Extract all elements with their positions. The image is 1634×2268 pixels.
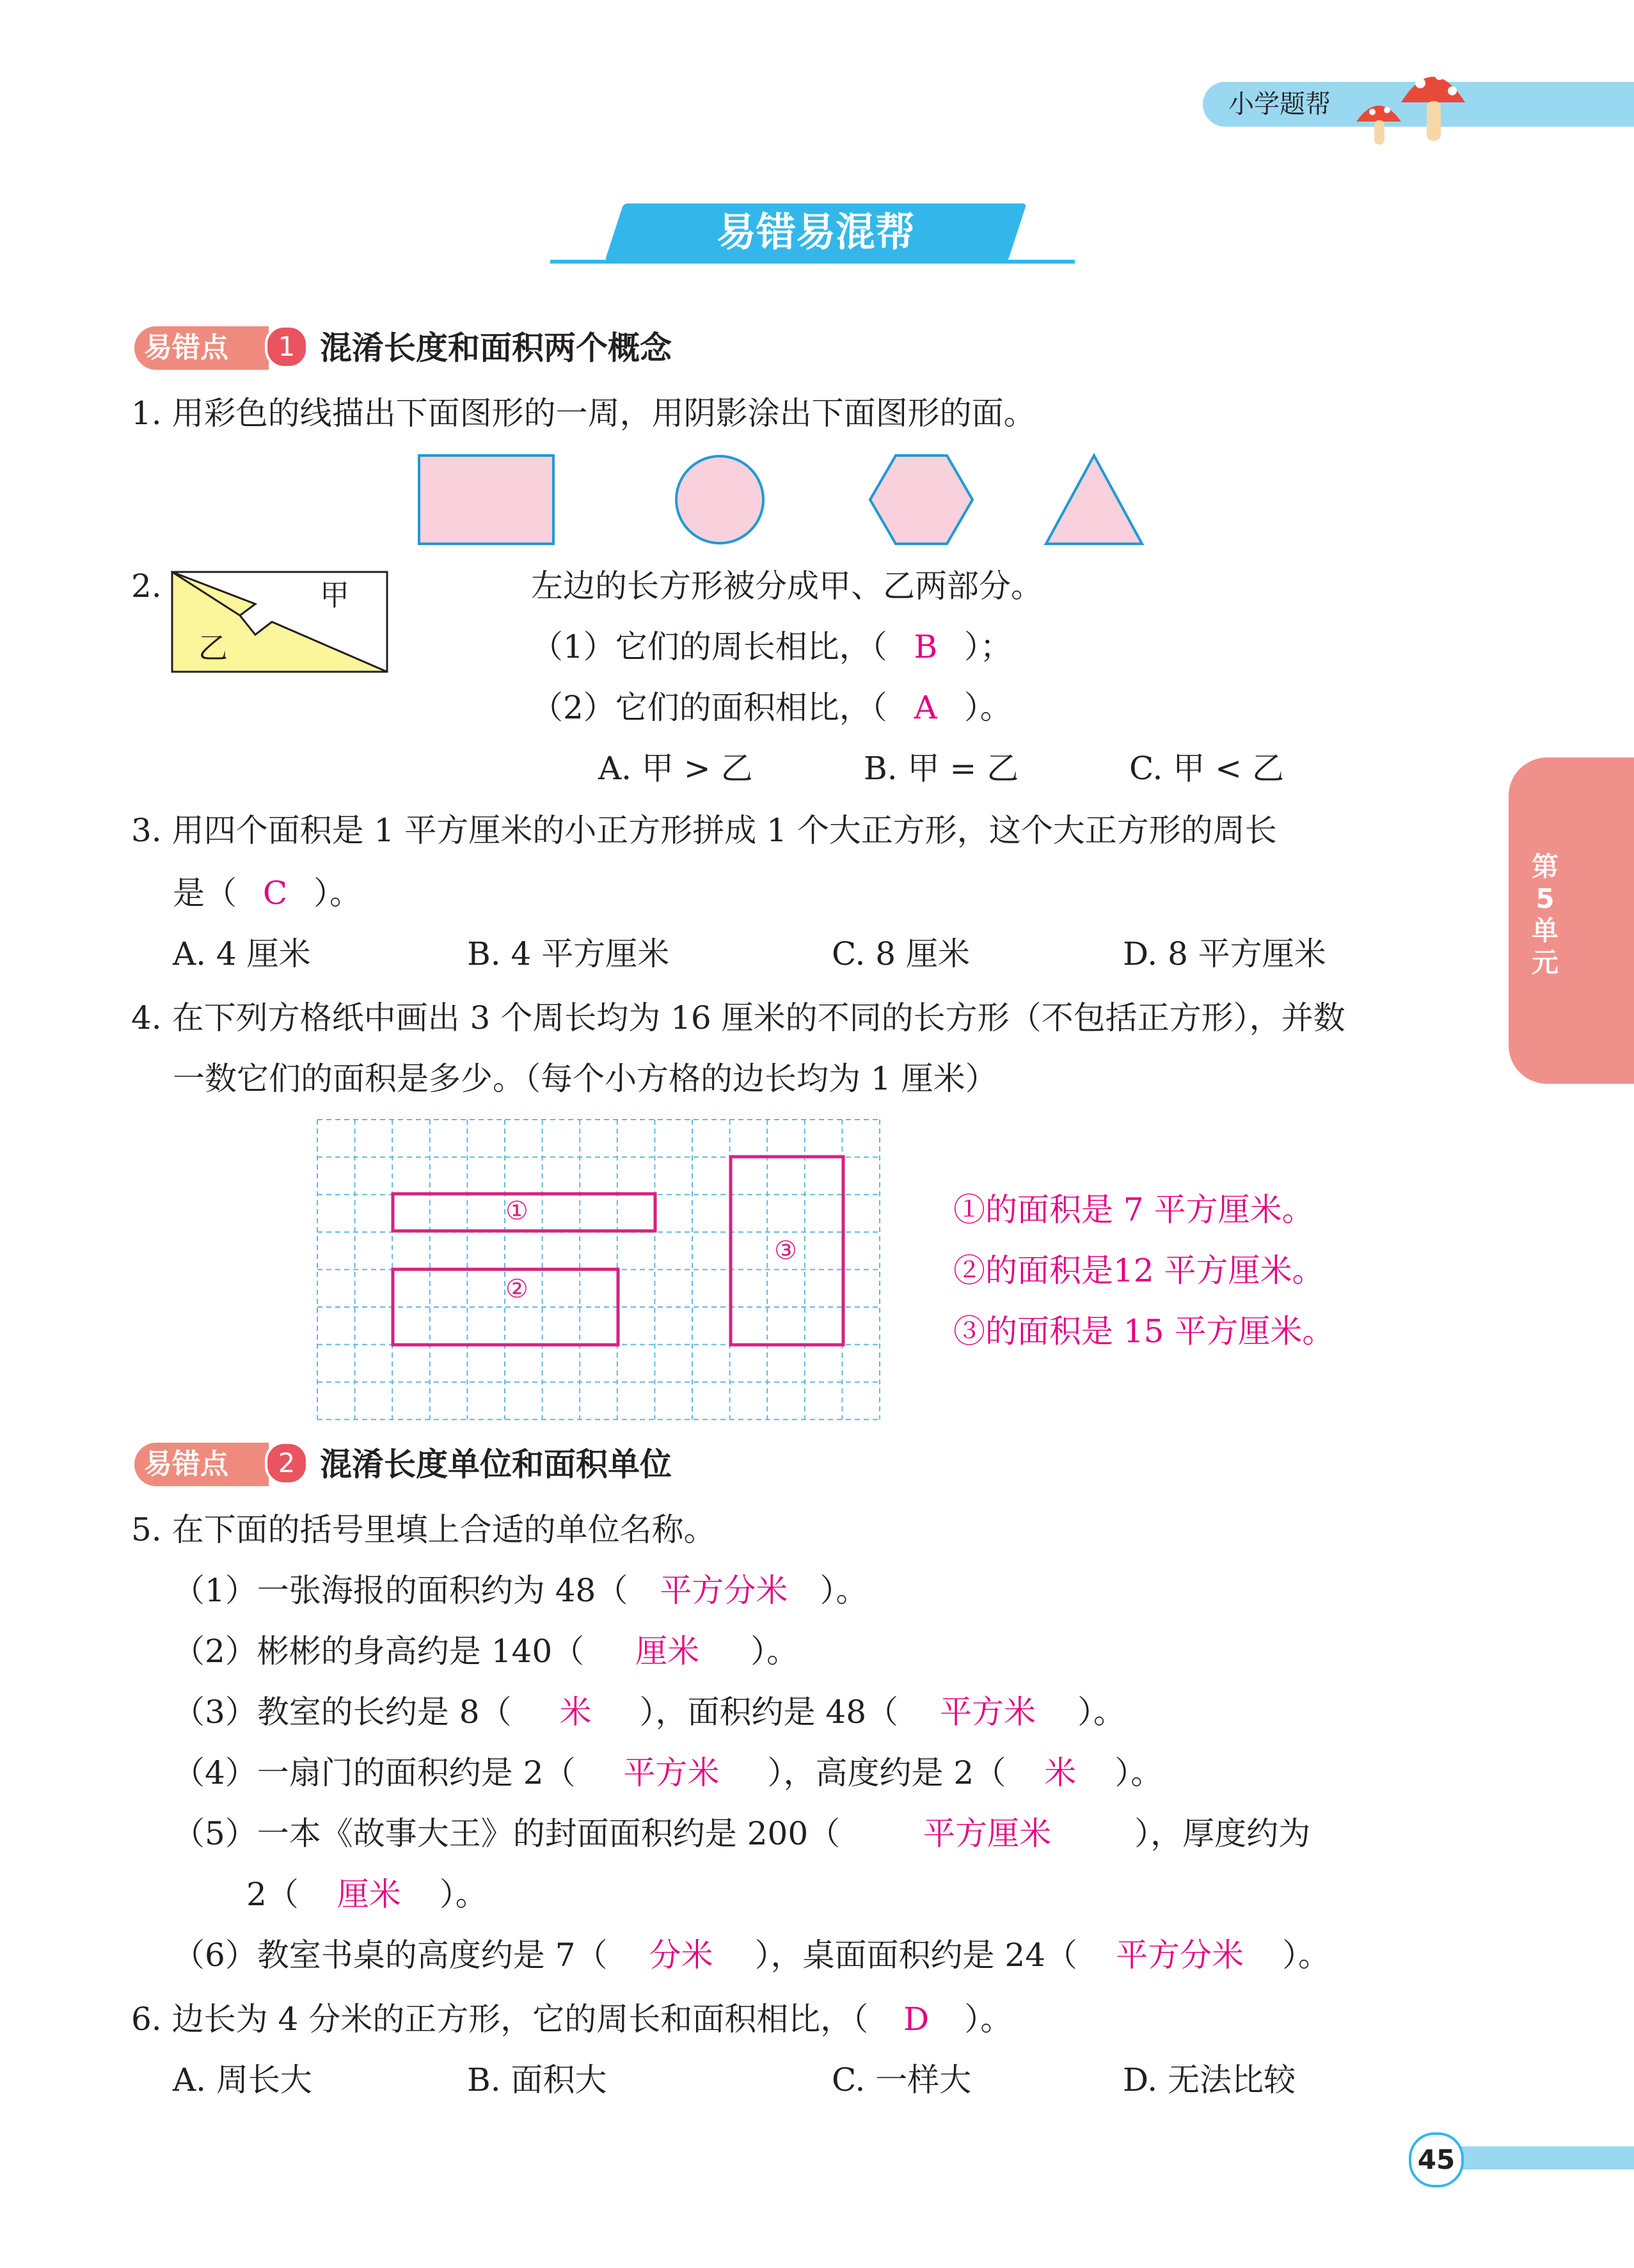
triangle-shape — [1046, 456, 1142, 544]
q3-option-b: B. 4 平方厘米 — [467, 935, 670, 972]
answer-field: 米 — [1044, 1754, 1077, 1791]
hexagon-shape — [870, 456, 972, 544]
q6-option-a: A. 周长大 — [173, 2061, 312, 2098]
answer-d: D — [903, 2001, 930, 2038]
answer-field: 平方分米 — [660, 1572, 788, 1609]
answer-field: 厘米 — [635, 1633, 700, 1670]
circle-shape — [676, 456, 763, 543]
answer-field: 平方分米 — [1116, 1937, 1244, 1974]
question-2-sub1: （1）它们的周长相比，（ B ）； — [531, 624, 1012, 670]
q4-answer-2: ②的面积是12 平方厘米。 — [953, 1252, 1324, 1289]
q5-sub5-cont: 2（ 厘米 ）。 — [246, 1871, 488, 1917]
q3-option-d: D. 8 平方厘米 — [1123, 935, 1326, 972]
unit-tab-text: 第5单元 — [1531, 851, 1559, 978]
q5-sub6: （6）教室书桌的高度约是 7（ 分米 ），桌面面积约是 24（ 平方分米 ）。 — [173, 1932, 1330, 1978]
question-3-line2: 是（ C ）。 — [173, 870, 361, 916]
grid-paper — [315, 1118, 882, 1422]
section-title: 易错易混帮 — [716, 209, 915, 255]
q2-option-c: C. 甲 < 乙 — [1129, 750, 1284, 787]
q4-answer-1: ①的面积是 7 平方厘米。 — [953, 1191, 1314, 1228]
q2-option-a: A. 甲 > 乙 — [598, 750, 753, 787]
q5-sub4: （4）一扇门的面积约是 2（ 平方米 ），高度约是 2（ 米 ）。 — [173, 1750, 1162, 1796]
q5-sub2: （2）彬彬的身高约是 140（ 厘米 ）。 — [173, 1628, 798, 1674]
q5-sub1: （1）一张海报的面积约为 48（ 平方分米 ）。 — [173, 1567, 868, 1614]
error-point-tag: 易错点 — [144, 1448, 228, 1480]
q4-answer-3: ③的面积是 15 平方厘米。 — [953, 1313, 1335, 1350]
page-number: 45 — [1409, 2132, 1464, 2187]
q6-option-c: C. 一样大 — [832, 2061, 972, 2098]
question-2-number: 2. — [131, 567, 162, 605]
error-point-number: 1 — [265, 325, 308, 369]
error-point-title: 混淆长度单位和面积单位 — [320, 1446, 672, 1483]
question-2-sub2: （2）它们的面积相比，（ A ）。 — [531, 685, 1012, 731]
answer-field: 平方厘米 — [923, 1815, 1052, 1852]
q3-option-c: C. 8 厘米 — [832, 935, 970, 972]
question-3-line1: 3. 用四个面积是 1 平方厘米的小正方形拼成 1 个大正方形，这个大正方形的周长 — [131, 812, 1277, 849]
rect-2-label: ② — [505, 1274, 528, 1304]
question-6: 6. 边长为 4 分米的正方形，它的周长和面积相比，（ D ）。 — [131, 1996, 1012, 2042]
page-number-bar — [1452, 2146, 1634, 2169]
error-point-title: 混淆长度和面积两个概念 — [320, 329, 672, 367]
mushroom-icon — [1344, 51, 1471, 147]
answer-field: 厘米 — [337, 1876, 401, 1913]
label-jia: 甲 — [320, 578, 349, 612]
question-2-stem: 左边的长方形被分成甲、乙两部分。 — [531, 567, 1043, 605]
answer-field: 分米 — [649, 1937, 713, 1974]
answer-field: 米 — [559, 1693, 592, 1731]
q6-option-b: B. 面积大 — [467, 2061, 607, 2098]
error-point-tag: 易错点 — [144, 331, 228, 364]
q5-sub3: （3）教室的长约是 8（ 米 ），面积约是 48（ 平方米 ）。 — [173, 1689, 1125, 1735]
q2-option-b: B. 甲 = 乙 — [864, 750, 1019, 787]
q1-shapes — [409, 448, 1216, 550]
question-5-stem: 5. 在下面的括号里填上合适的单位名称。 — [131, 1511, 716, 1548]
answer-field: 平方米 — [623, 1754, 720, 1791]
answer-b: B — [914, 628, 938, 665]
rect-1-label: ① — [505, 1196, 528, 1226]
answer-c: C — [262, 875, 288, 912]
answer-a: A — [914, 689, 937, 726]
q5-sub5: （5）一本《故事大王》的封面面积约是 200（ 平方厘米 ），厚度约为 — [173, 1811, 1310, 1857]
question-4-line1: 4. 在下列方格纸中画出 3 个周长均为 16 厘米的不同的长方形（不包括正方形），并数 — [131, 999, 1345, 1036]
rectangle-shape — [419, 456, 553, 544]
answer-field: 平方米 — [940, 1693, 1036, 1731]
rect-3-label: ③ — [774, 1236, 797, 1265]
brand-name: 小学题帮 — [1228, 90, 1331, 119]
label-yi: 乙 — [198, 631, 228, 665]
error-point-number: 2 — [265, 1441, 308, 1485]
question-1: 1. 用彩色的线描出下面图形的一周，用阴影涂出下面图形的面。 — [131, 395, 1036, 432]
q6-option-d: D. 无法比较 — [1123, 2061, 1296, 2098]
question-4-line2: 一数它们的面积是多少。（每个小方格的边长均为 1 厘米） — [173, 1060, 997, 1097]
q3-option-a: A. 4 厘米 — [173, 935, 311, 972]
